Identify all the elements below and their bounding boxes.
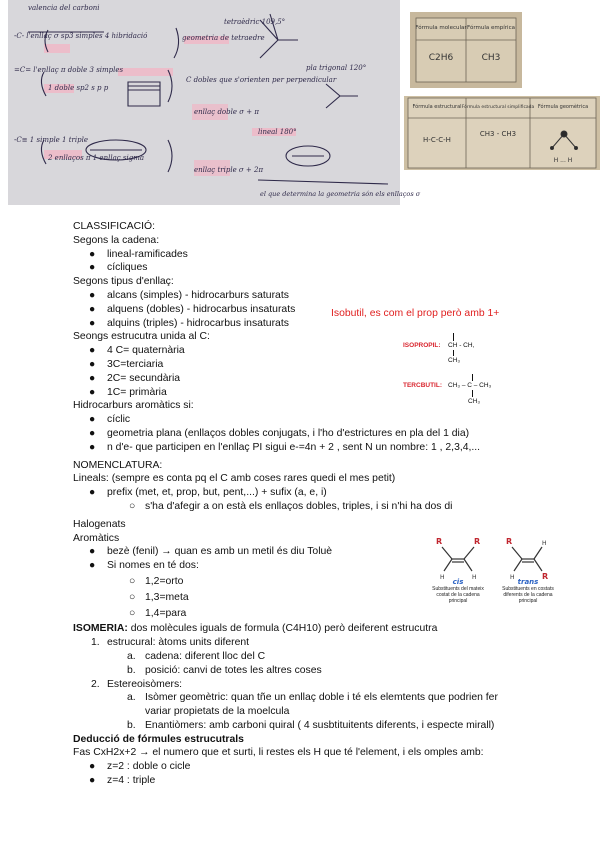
list-item-text: bezè (fenil) → quan es amb un metil és diu Toluè xyxy=(107,546,333,558)
list-item xyxy=(73,303,573,317)
list-item-text: Isòmer geomètric: quan tñe un enllaç doble i té els elemtents que podrien fer variar propietats de la moelcula xyxy=(145,692,498,718)
formula-table-top-drawing xyxy=(410,12,522,88)
bottom-table-value-2: H ... H xyxy=(553,157,573,164)
top-table-header-1: Fórmula empírica xyxy=(467,25,515,31)
bullet-icon: ● xyxy=(89,317,96,329)
deduccio-title: Deducció de fórmules estrucutrals xyxy=(73,733,244,745)
isopropil-sub: CH₃ xyxy=(448,357,461,364)
isomeria-intro: dos molècules iguals de formula (C4H10) però deiferent estrucutra xyxy=(127,623,438,635)
estructura-list xyxy=(73,344,573,399)
list-item xyxy=(73,607,573,621)
list-item-text: posició: canvi de totes les altres coses xyxy=(145,664,322,676)
list-item-text: prefix (met, et, prop, but, pent,...) + sufix (a, e, i) xyxy=(107,487,327,499)
list-item-text: z=4 : triple xyxy=(107,775,156,787)
isomeria-list xyxy=(73,636,573,733)
list-item xyxy=(73,261,573,275)
cis-r-left: R xyxy=(436,537,443,546)
lineals-text: Lineals: (sempre es conta pq el C amb coses rares quedi el mes petit) xyxy=(73,473,396,485)
aromatics-nom-list xyxy=(73,545,573,620)
cis-label: cis xyxy=(452,578,464,586)
bullet-icon: ● xyxy=(89,761,96,773)
cis-h-left: H xyxy=(440,574,445,581)
notes-line-10: 2 enllaços π 1 enllaç sigma xyxy=(48,154,145,162)
bullet-icon: ● xyxy=(89,775,96,787)
notes-line-6: 1 doble sp2 s p p xyxy=(48,84,109,92)
aromatics-heading: Hidrocarburs aromàtics si: xyxy=(73,400,194,412)
top-table-header-0: Fórmula molecular xyxy=(415,25,467,31)
bullet-icon: ● xyxy=(89,546,96,558)
cis-r-right: R xyxy=(474,537,481,546)
enllac-list xyxy=(73,289,573,330)
list-item-text: 2C= secundària xyxy=(107,372,181,384)
bullet-icon: ● xyxy=(89,372,96,384)
list-item xyxy=(73,289,573,303)
top-table-value-0: C2H6 xyxy=(428,53,454,63)
list-marker: b. xyxy=(127,664,136,676)
bullet-icon: ● xyxy=(89,248,96,260)
trans-r-right: R xyxy=(542,572,549,581)
list-item xyxy=(73,774,573,788)
list-item-text: s'ha d'afegir a on està els enllaços dobles, triples, i si n'hi ha dos di xyxy=(145,500,453,512)
notes-line-12: enllaç triple σ + 2π xyxy=(194,166,264,174)
list-item-text: Estereoisòmers: xyxy=(107,678,183,690)
list-item-text: 1,2=orto xyxy=(145,575,184,587)
trans-r-left: R xyxy=(506,537,513,546)
list-item xyxy=(73,386,573,400)
tercbutil-formula: CH₃ – C – CH₃ xyxy=(448,382,492,389)
notes-line-3: geometria de tetraedre xyxy=(182,34,265,42)
list-item-text: alquins (triples) - hidrocarbus insaturats xyxy=(107,317,289,329)
bottom-table-header-0: Fórmula estructural xyxy=(412,104,462,110)
list-item-text: geometria plana (enllaços dobles conjugats, i l'ho d'estrictures en pla del 1 dia) xyxy=(107,427,470,439)
list-item xyxy=(73,500,573,514)
bullet-icon: ● xyxy=(89,289,96,301)
formula-table-bottom-photo xyxy=(404,96,600,170)
list-item-text: cadena: diferent lloc del C xyxy=(145,650,266,662)
cadena-list xyxy=(73,248,573,276)
trans-h-right: H xyxy=(542,540,547,547)
list-marker: b. xyxy=(127,719,136,731)
bullet-icon: ● xyxy=(89,262,96,274)
isomeria-title: ISOMERIA: xyxy=(73,623,128,635)
list-item xyxy=(73,317,573,331)
list-item-text: 4 C= quaternària xyxy=(107,345,185,357)
bullet-icon: ● xyxy=(89,427,96,439)
bullet-icon: ● xyxy=(89,487,96,499)
halogenats-text: Halogenats xyxy=(73,518,126,530)
notes-line-0: valencia del carboni xyxy=(28,4,100,12)
list-item-text: Enantiòmers: amb carboni quiral ( 4 susbtituitents diferents, i especte mirall) xyxy=(145,719,495,731)
notes-line-5: pla trigonal 120° xyxy=(306,64,367,72)
list-item xyxy=(73,358,573,372)
bottom-table-value-1: CH3 - CH3 xyxy=(479,130,517,138)
list-item xyxy=(73,591,573,605)
list-item xyxy=(73,545,573,559)
handwritten-notes-photo xyxy=(8,0,421,205)
notes-line-1: -C- l'enllaç σ sp3 simples 4 hibridació xyxy=(14,32,148,40)
bullet-icon: ● xyxy=(89,303,96,315)
list-item-text: cíclic xyxy=(107,414,131,426)
circle-bullet-icon: ○ xyxy=(129,500,136,512)
list-item-text: 1,4=para xyxy=(145,607,187,619)
list-item xyxy=(73,575,573,589)
list-item xyxy=(73,427,573,441)
circle-bullet-icon: ○ xyxy=(129,607,136,619)
list-marker: 2. xyxy=(91,678,100,690)
cis-h-right: H xyxy=(472,574,477,581)
list-item-text: alquens (dobles) - hidrocarbus insaturats xyxy=(107,303,296,315)
list-item-text: cícliques xyxy=(107,262,148,274)
list-item xyxy=(73,664,573,678)
trans-caption: Substituents en costats diferents de la cadena principal xyxy=(502,586,554,604)
nomenclatura-title: NOMENCLATURA: xyxy=(73,459,163,471)
bullet-icon: ● xyxy=(89,358,96,370)
circle-bullet-icon: ○ xyxy=(129,591,136,603)
list-item-text: lineal-ramificades xyxy=(107,248,188,260)
list-item xyxy=(73,559,573,573)
list-item xyxy=(73,678,573,692)
trans-label: trans xyxy=(517,578,539,586)
tercbutil-label: TERCBUTIL: xyxy=(403,382,442,389)
notes-line-13: el que determina la geometria són els enllaços σ xyxy=(260,190,421,198)
list-item xyxy=(73,248,573,262)
deduccio-intro: Fas CxH2x+2 → el numero que et surti, li restes els H que té l'element, i els omples amb: xyxy=(73,747,484,759)
list-item-text: 3C=terciaria xyxy=(107,358,164,370)
handwritten-notes-drawing xyxy=(8,0,421,205)
list-item xyxy=(73,636,573,650)
enllac-heading: Segons tipus d'enllaç: xyxy=(73,276,174,288)
estructura-heading: Seongs estrucutra unida al C: xyxy=(73,331,210,343)
list-item-text: Si nomes en té dos: xyxy=(107,560,199,572)
deduccio-list xyxy=(73,760,573,788)
bottom-table-value-0: H-C-C-H xyxy=(423,136,451,144)
list-item-text: n d'e- que participen en l'enllaç PI sigui e-=4n + 2 , sent N un nombre: 1 , 2,3,4,... xyxy=(107,441,481,453)
list-item xyxy=(73,441,573,455)
notes-line-4: =C= l'enllaç π doble 3 simples xyxy=(14,66,124,74)
list-marker: a. xyxy=(127,692,136,704)
list-item xyxy=(73,486,573,500)
bullet-icon: ● xyxy=(89,345,96,357)
prefix-list xyxy=(73,486,573,514)
list-marker: a. xyxy=(127,650,136,662)
list-item-text: z=2 : doble o cicle xyxy=(107,761,191,773)
bottom-table-header-1: Fórmula estructural simplificada xyxy=(461,105,535,110)
notes-line-9: -C≡ 1 simple 1 triple xyxy=(14,136,88,144)
bullet-icon: ● xyxy=(89,414,96,426)
notes-line-2: tetraèdric 109,5° xyxy=(224,18,286,26)
list-item xyxy=(73,650,573,664)
isopropil-formula: CH - CH, xyxy=(448,342,475,349)
list-marker: 1. xyxy=(91,637,100,649)
formula-table-top-photo xyxy=(410,12,522,88)
top-table-value-1: CH3 xyxy=(481,53,501,63)
isopropil-label: ISOPROPIL: xyxy=(403,342,441,349)
isomeria-paragraph xyxy=(73,622,573,636)
bullet-icon: ● xyxy=(89,386,96,398)
list-item xyxy=(73,719,573,733)
notes-document xyxy=(73,220,573,788)
formula-table-bottom-drawing xyxy=(404,96,600,170)
list-item xyxy=(73,760,573,774)
list-item-text: 1,3=meta xyxy=(145,591,189,603)
list-item xyxy=(73,691,525,719)
notes-line-7: C dobles que s'orienten per perpendicular xyxy=(186,76,337,84)
bottom-table-header-2: Fórmula geomètrica xyxy=(537,104,589,110)
red-note: Isobutil, es com el prop però amb 1+ xyxy=(331,308,500,319)
trans-h-left: H xyxy=(510,574,515,581)
bullet-icon: ● xyxy=(89,560,96,572)
circle-bullet-icon: ○ xyxy=(129,575,136,587)
aromatics-text: Aromàtics xyxy=(73,532,120,544)
tercbutil-sub: CH₃ xyxy=(468,398,481,405)
list-item xyxy=(73,344,573,358)
list-item xyxy=(73,372,573,386)
bullet-icon: ● xyxy=(89,441,96,453)
notes-line-11: lineal 180° xyxy=(258,128,297,136)
notes-line-8: enllaç doble σ + π xyxy=(194,108,259,116)
list-item-text: 1C= primària xyxy=(107,386,167,398)
aromatics-list xyxy=(73,413,573,454)
cadena-heading: Segons la cadena: xyxy=(73,234,160,246)
list-item xyxy=(73,413,573,427)
cis-caption: Substituents del mateix costat de la cadena principal xyxy=(432,586,484,604)
list-item-text: alcans (simples) - hidrocarburs saturats xyxy=(107,289,289,301)
list-item-text: estrucural: àtoms units diferent xyxy=(107,637,250,649)
classificacio-title: CLASSIFICACIÓ: xyxy=(73,221,155,232)
